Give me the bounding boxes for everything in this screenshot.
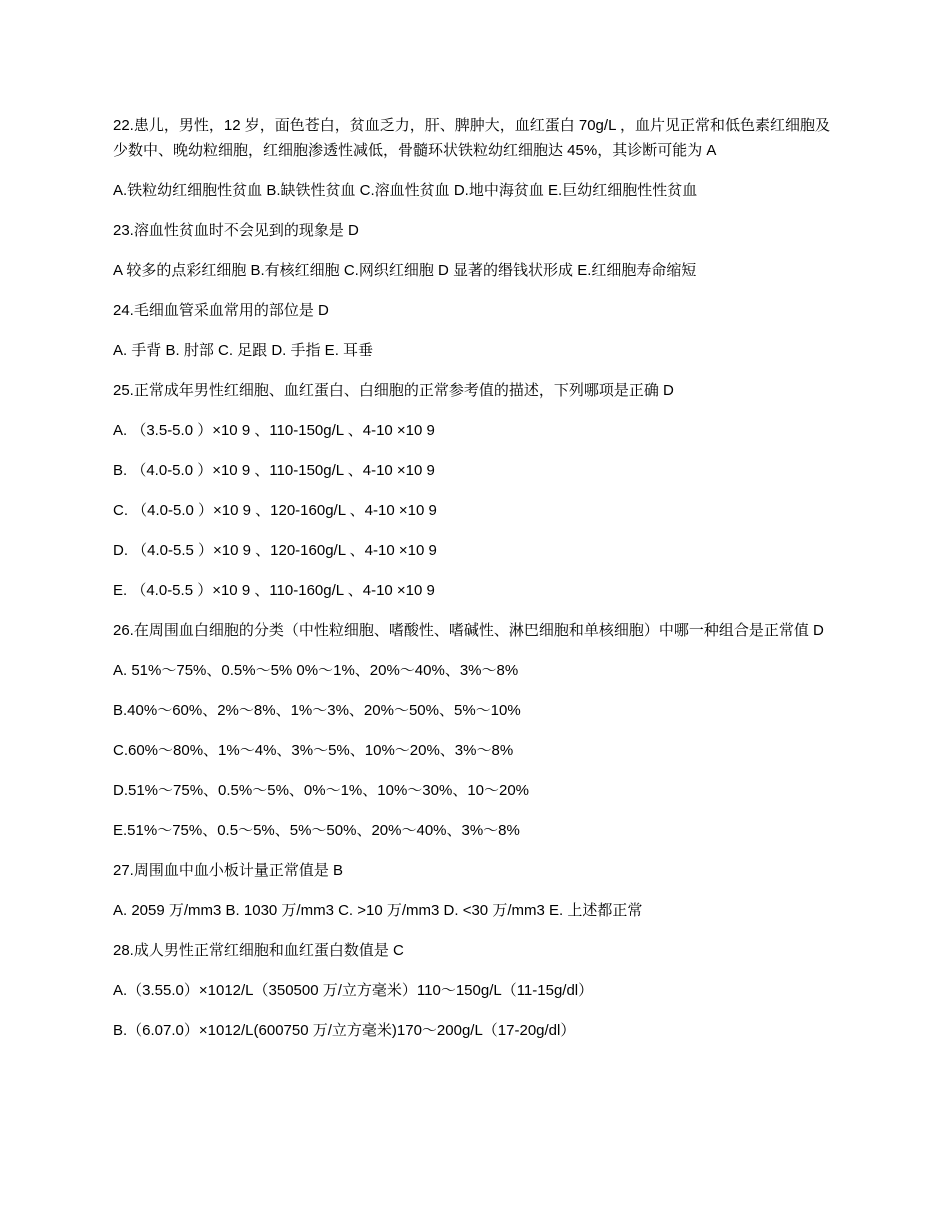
question-25-stem: 25.正常成年男性红细胞、血红蛋白、白细胞的正常参考值的描述，下列哪项是正确 D	[113, 382, 674, 399]
question-23-stem: 23.溶血性贫血时不会见到的现象是 D	[113, 222, 359, 239]
question-28-option-a: A.（3.55.0）×1012/L（350500 万/立方毫米）110～150g/L（11-15g/dl）	[113, 982, 594, 999]
question-27-options: A. 2059 万/mm3 B. 1030 万/mm3 C. >10 万/mm3 D. <30 万/mm3 E. 上述都正常	[113, 902, 643, 919]
question-25-option-a: A. （3.5-5.0 ）×10 9 、110-150g/L 、4-10 ×10 9	[113, 422, 435, 439]
question-28-stem: 28.成人男性正常红细胞和血红蛋白数值是 C	[113, 942, 404, 959]
question-26-option-a: A. 51%～75%、0.5%～5% 0%～1%、20%～40%、3%～8%	[113, 662, 519, 679]
question-27-stem: 27.周围血中血小板计量正常值是 B	[113, 862, 344, 879]
question-24-stem: 24.毛细血管采血常用的部位是 D	[113, 302, 329, 319]
question-26-option-e: E.51%～75%、0.5～5%、5%～50%、20%～40%、3%～8%	[113, 822, 520, 839]
question-26-option-b: B.40%～60%、2%～8%、1%～3%、20%～50%、5%～10%	[113, 702, 521, 719]
question-28-option-b: B.（6.07.0）×1012/L(600750 万/立方毫米)170～200g/L（17-20g/dl）	[113, 1022, 576, 1039]
question-22-stem: 22.患儿，男性，12 岁，面色苍白，贫血乏力，肝、脾肿大，血红蛋白 70g/L ，血片见正常和低色素红细胞及少数中、晚幼粒细胞，红细胞渗透性减低，骨髓环状铁粒幼红细胞达 45%，其诊断可能为 A	[113, 117, 831, 159]
question-24-options: A. 手背 B. 肘部 C. 足跟 D. 手指 E. 耳垂	[113, 342, 374, 359]
question-23-options: A 较多的点彩红细胞 B.有核红细胞 C.网织红细胞 D 显著的缗钱状形成 E.红细胞寿命缩短	[113, 262, 697, 279]
question-26-stem: 26.在周围血白细胞的分类（中性粒细胞、嗜酸性、嗜碱性、淋巴细胞和单核细胞）中哪一种组合是正常值 D	[113, 622, 824, 639]
question-26-option-d: D.51%～75%、0.5%～5%、0%～1%、10%～30%、10～20%	[113, 782, 530, 799]
question-25-option-c: C. （4.0-5.0 ）×10 9 、120-160g/L 、4-10 ×10 9	[113, 502, 437, 519]
document-page	[113, 113, 839, 1058]
question-22-options: A.铁粒幼红细胞性贫血 B.缺铁性贫血 C.溶血性贫血 D.地中海贫血 E.巨幼红细胞性性贫血	[113, 182, 698, 199]
question-26-option-c: C.60%～80%、1%～4%、3%～5%、10%～20%、3%～8%	[113, 742, 514, 759]
question-25-option-e: E. （4.0-5.5 ）×10 9 、110-160g/L 、4-10 ×10 9	[113, 582, 435, 599]
question-25-option-b: B. （4.0-5.0 ）×10 9 、110-150g/L 、4-10 ×10 9	[113, 462, 435, 479]
question-25-option-d: D. （4.0-5.5 ）×10 9 、120-160g/L 、4-10 ×10 9	[113, 542, 437, 559]
